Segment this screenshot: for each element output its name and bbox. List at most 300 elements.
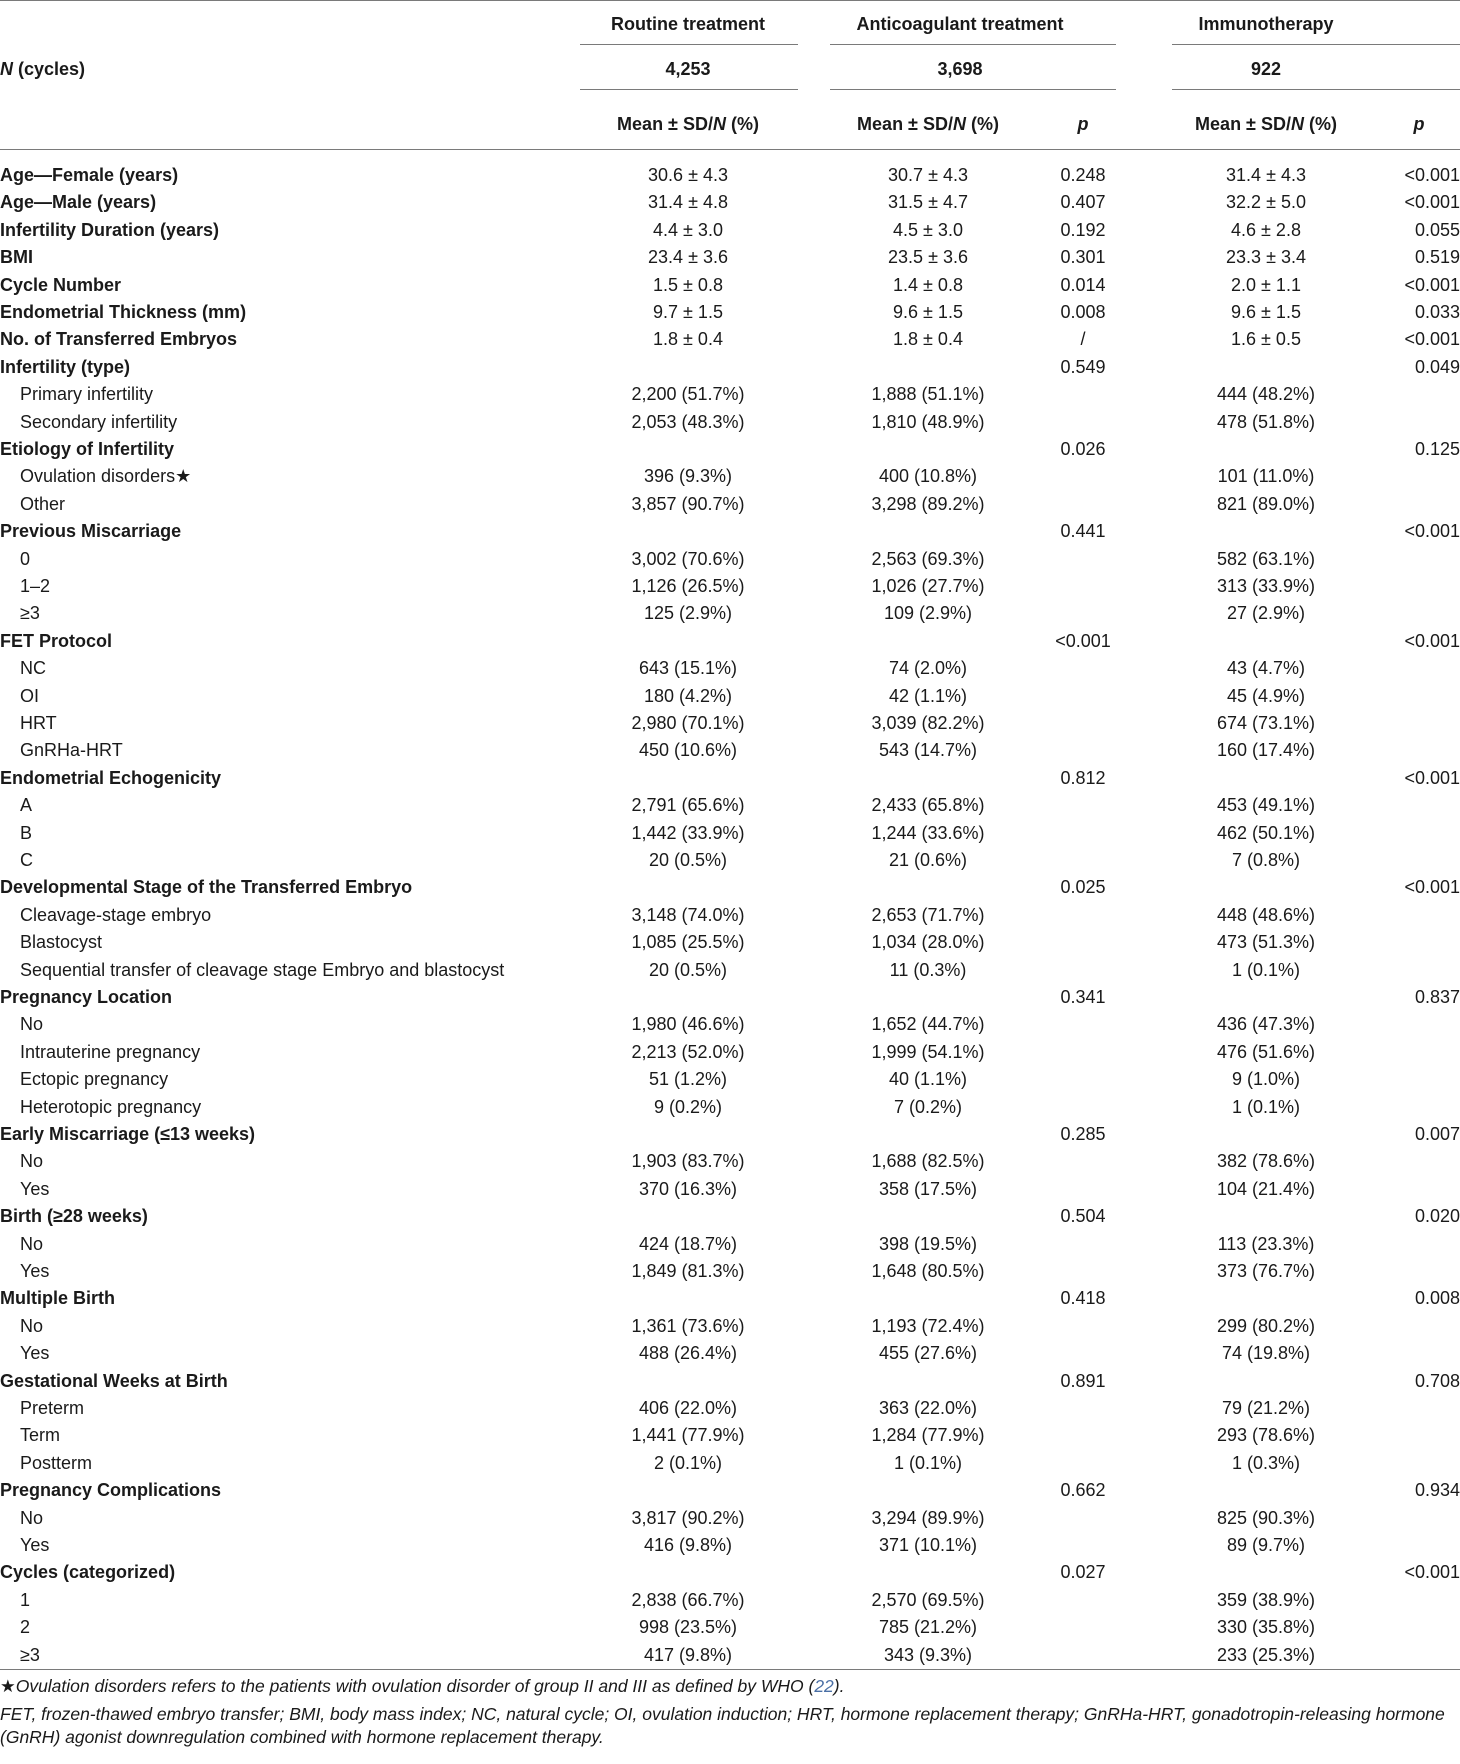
table-row xyxy=(0,957,1460,984)
cell-routine: 2 (0.1%) xyxy=(653,1452,723,1473)
cell-immunotherapy: 79 (21.2%) xyxy=(1221,1398,1311,1418)
row-label: No xyxy=(20,1233,44,1254)
row-label: A xyxy=(20,795,33,816)
cell-anticoagulant: 31.5 ± 4.7 xyxy=(888,192,968,213)
cell-routine: 643 (15.1%) xyxy=(638,658,738,679)
cell-immunotherapy: 9 (1.0%) xyxy=(1231,1069,1301,1090)
row-label: FET Protocol xyxy=(0,630,112,651)
row-label: Intrauterine pregnancy xyxy=(20,1041,201,1062)
table-section-row xyxy=(0,436,1460,463)
cell-immunotherapy: 476 (51.6%) xyxy=(1216,1041,1316,1062)
cell-anticoagulant-p: 0.025 xyxy=(1060,877,1106,898)
table-row xyxy=(0,655,1460,682)
cell-anticoagulant: 40 (1.1%) xyxy=(888,1069,968,1090)
cell-immunotherapy-p: 0.519 xyxy=(1414,247,1460,268)
cell-immunotherapy-p: 0.125 xyxy=(1414,439,1460,459)
cell-anticoagulant-p: 0.418 xyxy=(1060,1288,1106,1309)
cell-anticoagulant: 42 (1.1%) xyxy=(888,685,968,706)
row-label: Endometrial Echogenicity xyxy=(0,767,222,788)
n-rule-immunotherapy xyxy=(1172,89,1460,90)
n-rule-anticoagulant xyxy=(830,89,1116,90)
cell-immunotherapy: 821 (89.0%) xyxy=(1216,493,1316,514)
header-routine: Routine treatment xyxy=(610,14,765,34)
header-anticoagulant: Anticoagulant treatment xyxy=(856,14,1064,34)
cell-anticoagulant-p: <0.001 xyxy=(1055,630,1111,651)
cell-routine: 417 (9.8%) xyxy=(643,1644,733,1665)
cell-routine: 1,126 (26.5%) xyxy=(631,576,745,596)
cell-anticoagulant: 1,648 (80.5%) xyxy=(871,1261,985,1281)
row-label: Cleavage-stage embryo xyxy=(20,904,212,925)
cell-immunotherapy-p: <0.001 xyxy=(1404,630,1460,651)
cell-anticoagulant: 1,652 (44.7%) xyxy=(871,1014,985,1035)
cell-immunotherapy: 2.0 ± 1.1 xyxy=(1231,274,1301,295)
cell-immunotherapy: 31.4 ± 4.3 xyxy=(1226,165,1306,185)
cell-immunotherapy-p: 0.033 xyxy=(1414,302,1460,322)
table-row xyxy=(0,683,1460,710)
footnote-abbreviations: FET, frozen-thawed embryo transfer; BMI, body mass index; NC, natural cycle; OI, ovulation induction; HRT, hormone replacement therapy; GnRHa-HRT, gonadotropin-releasing hormone (GnRH) agonist downregulation combined with hormone replacement therapy. xyxy=(0,1704,1445,1747)
cell-anticoagulant-p: 0.441 xyxy=(1060,521,1106,542)
table-row xyxy=(0,381,1460,408)
table-row xyxy=(0,491,1460,518)
cell-immunotherapy: 436 (47.3%) xyxy=(1216,1014,1316,1035)
table-row xyxy=(0,1532,1460,1559)
cell-immunotherapy-p: 0.020 xyxy=(1414,1206,1460,1227)
cell-anticoagulant-p: 0.662 xyxy=(1060,1480,1106,1501)
table-section-row xyxy=(0,984,1460,1011)
n-cycles-label: N (cycles) xyxy=(0,59,86,79)
table-row xyxy=(0,573,1460,600)
cell-immunotherapy-p: <0.001 xyxy=(1404,329,1460,350)
table-row xyxy=(0,1340,1460,1367)
cell-routine: 23.4 ± 3.6 xyxy=(648,247,728,268)
table-section-row xyxy=(0,765,1460,792)
table-row xyxy=(0,1094,1460,1121)
row-label: 2 xyxy=(20,1617,31,1638)
table-row xyxy=(0,463,1460,490)
row-label: No xyxy=(20,1014,44,1035)
table-row xyxy=(0,1642,1460,1669)
table-row xyxy=(0,1039,1460,1066)
table-row xyxy=(0,600,1460,627)
p-header-anticoagulant: p xyxy=(1077,114,1089,134)
cell-routine: 416 (9.8%) xyxy=(643,1535,733,1555)
header-rule-immunotherapy xyxy=(1172,44,1460,45)
cell-anticoagulant-p: 0.026 xyxy=(1060,439,1106,459)
cell-immunotherapy-p: <0.001 xyxy=(1404,767,1460,788)
cell-immunotherapy-p: 0.708 xyxy=(1414,1370,1460,1391)
row-label: NC xyxy=(20,658,46,679)
cell-immunotherapy: 825 (90.3%) xyxy=(1216,1507,1316,1528)
table-row xyxy=(0,1614,1460,1641)
table-row xyxy=(0,1231,1460,1258)
cell-immunotherapy-p: <0.001 xyxy=(1404,877,1460,898)
table-section-row xyxy=(0,217,1460,244)
row-label: Early Miscarriage (≤13 weeks) xyxy=(0,1124,256,1144)
row-label: BMI xyxy=(0,247,33,268)
table-section-row xyxy=(0,1285,1460,1312)
table-row xyxy=(0,710,1460,737)
cell-immunotherapy: 1 (0.3%) xyxy=(1231,1452,1301,1473)
row-label: Gestational Weeks at Birth xyxy=(0,1370,228,1391)
table-row xyxy=(0,409,1460,436)
table-section-row xyxy=(0,1368,1460,1395)
table-row xyxy=(0,1313,1460,1340)
cell-immunotherapy: 462 (50.1%) xyxy=(1216,822,1316,843)
n-rule-routine xyxy=(580,89,798,90)
cell-immunotherapy: 74 (19.8%) xyxy=(1221,1343,1311,1364)
footnote-ovulation: ★Ovulation disorders refers to the patients with ovulation disorder of group II and III as defined by WHO (22). xyxy=(0,1676,845,1696)
cell-immunotherapy: 582 (63.1%) xyxy=(1216,548,1316,569)
row-label: GnRHa-HRT xyxy=(20,740,123,761)
cell-immunotherapy: 43 (4.7%) xyxy=(1226,658,1306,679)
table-section-row xyxy=(0,189,1460,216)
cell-routine: 3,148 (74.0%) xyxy=(631,904,745,925)
cell-anticoagulant: 3,294 (89.9%) xyxy=(871,1507,985,1528)
table-section-row xyxy=(0,1203,1460,1230)
cell-anticoagulant: 1,888 (51.1%) xyxy=(871,384,985,405)
table-row xyxy=(0,546,1460,573)
cell-anticoagulant-p: 0.285 xyxy=(1060,1124,1106,1144)
cell-routine: 9.7 ± 1.5 xyxy=(653,302,723,322)
row-label: Developmental Stage of the Transferred Embryo xyxy=(0,877,413,898)
table-section-row xyxy=(0,244,1460,271)
table-section-row xyxy=(0,326,1460,353)
row-label: Age—Female (years) xyxy=(0,165,179,185)
table-section-row xyxy=(0,299,1460,326)
row-label: Infertility (type) xyxy=(0,356,131,377)
cell-anticoagulant: 1.4 ± 0.8 xyxy=(893,274,963,295)
cell-immunotherapy: 9.6 ± 1.5 xyxy=(1231,302,1301,322)
cell-anticoagulant-p: 0.341 xyxy=(1060,987,1106,1007)
cell-anticoagulant-p: 0.301 xyxy=(1060,247,1106,268)
cell-routine: 1,441 (77.9%) xyxy=(631,1425,745,1446)
cell-routine: 31.4 ± 4.8 xyxy=(648,192,728,213)
row-label: Cycles (categorized) xyxy=(0,1562,176,1583)
row-label: Ectopic pregnancy xyxy=(20,1069,169,1090)
table-row xyxy=(0,1422,1460,1449)
cell-immunotherapy: 299 (80.2%) xyxy=(1216,1315,1316,1336)
table-row xyxy=(0,1176,1460,1203)
cell-immunotherapy: 104 (21.4%) xyxy=(1216,1178,1316,1199)
cell-routine: 1,849 (81.3%) xyxy=(631,1261,745,1281)
cell-anticoagulant: 2,570 (69.5%) xyxy=(871,1589,985,1610)
row-label: No xyxy=(20,1507,44,1528)
row-label: Ovulation disorders★ xyxy=(20,466,192,487)
cell-anticoagulant: 1 (0.1%) xyxy=(893,1452,963,1473)
cell-routine: 2,200 (51.7%) xyxy=(631,384,745,405)
cell-anticoagulant-p: 0.407 xyxy=(1060,192,1106,213)
cell-anticoagulant: 11 (0.3%) xyxy=(889,959,967,980)
cell-routine: 2,838 (66.7%) xyxy=(631,1589,745,1610)
table-row xyxy=(0,1505,1460,1532)
cell-immunotherapy: 1 (0.1%) xyxy=(1231,959,1301,980)
row-label: Term xyxy=(20,1425,60,1446)
row-label: No xyxy=(20,1315,44,1336)
cell-routine: 9 (0.2%) xyxy=(653,1096,723,1117)
cell-routine: 4.4 ± 3.0 xyxy=(653,219,723,240)
cell-immunotherapy: 373 (76.7%) xyxy=(1216,1261,1316,1281)
cell-immunotherapy: 113 (23.3%) xyxy=(1217,1233,1315,1254)
cell-immunotherapy: 293 (78.6%) xyxy=(1216,1425,1316,1446)
table-row xyxy=(0,929,1460,956)
header-rule-routine xyxy=(580,44,798,45)
row-label: 1 xyxy=(20,1589,31,1610)
table-section-row xyxy=(0,518,1460,545)
cell-anticoagulant-p: 0.192 xyxy=(1060,219,1106,240)
row-label: Yes xyxy=(20,1178,50,1199)
cell-anticoagulant: 1,026 (27.7%) xyxy=(871,576,985,596)
row-label: ≥3 xyxy=(20,1644,40,1665)
table-row xyxy=(0,1258,1460,1285)
cell-immunotherapy: 330 (35.8%) xyxy=(1216,1617,1316,1638)
cell-immunotherapy: 89 (9.7%) xyxy=(1226,1535,1306,1555)
cell-immunotherapy: 32.2 ± 5.0 xyxy=(1226,192,1306,213)
cell-routine: 2,980 (70.1%) xyxy=(631,713,745,733)
cell-immunotherapy: 473 (51.3%) xyxy=(1216,932,1316,953)
cell-anticoagulant: 543 (14.7%) xyxy=(878,740,978,761)
cell-immunotherapy: 23.3 ± 3.4 xyxy=(1226,247,1306,268)
cell-anticoagulant: 74 (2.0%) xyxy=(888,658,968,679)
n-immunotherapy: 922 xyxy=(1250,59,1282,79)
cell-routine: 3,002 (70.6%) xyxy=(631,548,745,569)
stat-header-immunotherapy: Mean ± SD/N (%) xyxy=(1195,114,1337,134)
cell-anticoagulant-p: 0.812 xyxy=(1060,767,1106,788)
n-anticoagulant: 3,698 xyxy=(937,59,983,79)
cell-routine: 998 (23.5%) xyxy=(638,1617,738,1638)
row-label: No xyxy=(20,1151,44,1172)
cell-anticoagulant-p: 0.504 xyxy=(1060,1206,1106,1227)
cell-routine: 3,817 (90.2%) xyxy=(631,1507,745,1528)
cell-anticoagulant: 363 (22.0%) xyxy=(878,1398,978,1418)
cell-immunotherapy-p: <0.001 xyxy=(1404,165,1460,185)
cell-anticoagulant: 23.5 ± 3.6 xyxy=(888,247,968,268)
cell-immunotherapy: 359 (38.9%) xyxy=(1216,1589,1316,1610)
cell-anticoagulant-p: 0.008 xyxy=(1060,302,1106,322)
table-section-row xyxy=(0,874,1460,901)
cell-routine: 180 (4.2%) xyxy=(643,685,733,706)
cell-anticoagulant: 2,433 (65.8%) xyxy=(871,795,985,816)
cell-immunotherapy: 160 (17.4%) xyxy=(1216,740,1316,761)
cell-immunotherapy: 7 (0.8%) xyxy=(1231,850,1301,870)
table-row xyxy=(0,847,1460,874)
cell-immunotherapy: 1.6 ± 0.5 xyxy=(1231,329,1301,350)
cell-routine: 20 (0.5%) xyxy=(648,850,728,870)
cell-anticoagulant: 3,298 (89.2%) xyxy=(871,493,985,514)
cell-routine: 370 (16.3%) xyxy=(638,1178,738,1199)
row-label: Yes xyxy=(20,1535,50,1555)
row-label: Cycle Number xyxy=(0,274,122,295)
table-row xyxy=(0,1395,1460,1422)
table-row xyxy=(0,1148,1460,1175)
cell-anticoagulant: 371 (10.1%) xyxy=(878,1535,978,1555)
row-label: Infertility Duration (years) xyxy=(0,219,220,240)
row-label: Yes xyxy=(20,1261,50,1281)
row-label: Heterotopic pregnancy xyxy=(20,1096,202,1117)
cell-immunotherapy: 45 (4.9%) xyxy=(1226,685,1306,706)
cell-immunotherapy-p: 0.049 xyxy=(1414,356,1460,377)
cell-anticoagulant: 785 (21.2%) xyxy=(878,1617,978,1638)
row-label: Secondary infertility xyxy=(20,411,178,432)
cell-immunotherapy-p: 0.055 xyxy=(1414,219,1460,240)
table-top-rule xyxy=(0,0,1460,1)
cell-anticoagulant: 3,039 (82.2%) xyxy=(871,713,985,733)
row-label: Yes xyxy=(20,1343,50,1364)
stat-header-anticoagulant: Mean ± SD/N (%) xyxy=(857,114,999,134)
cell-routine: 20 (0.5%) xyxy=(648,959,728,980)
cell-anticoagulant: 7 (0.2%) xyxy=(893,1096,963,1117)
cell-immunotherapy: 101 (11.0%) xyxy=(1217,466,1315,487)
cell-immunotherapy-p: <0.001 xyxy=(1404,521,1460,542)
row-label: Pregnancy Location xyxy=(0,987,173,1007)
cell-routine: 2,213 (52.0%) xyxy=(631,1041,745,1062)
cell-routine: 1.5 ± 0.8 xyxy=(653,274,723,295)
table-row xyxy=(0,1066,1460,1093)
cell-anticoagulant: 400 (10.8%) xyxy=(878,466,978,487)
stat-header-routine: Mean ± SD/N (%) xyxy=(617,114,759,134)
cell-anticoagulant-p: 0.027 xyxy=(1060,1562,1106,1583)
row-label: OI xyxy=(20,685,40,706)
cell-anticoagulant: 1,810 (48.9%) xyxy=(871,411,985,432)
cell-routine: 3,857 (90.7%) xyxy=(631,493,745,514)
row-label: B xyxy=(20,822,33,843)
cell-routine: 125 (2.9%) xyxy=(643,603,733,624)
cell-anticoagulant: 343 (9.3%) xyxy=(883,1644,973,1665)
cell-anticoagulant: 1,244 (33.6%) xyxy=(871,822,985,843)
table-row xyxy=(0,1011,1460,1038)
row-label: Pregnancy Complications xyxy=(0,1480,222,1501)
cell-routine: 1.8 ± 0.4 xyxy=(653,329,723,350)
cell-routine: 1,442 (33.9%) xyxy=(631,822,745,843)
table-row xyxy=(0,1450,1460,1477)
cell-immunotherapy: 448 (48.6%) xyxy=(1216,904,1316,925)
cell-routine: 396 (9.3%) xyxy=(643,466,733,487)
cell-immunotherapy-p: 0.837 xyxy=(1414,987,1460,1007)
row-label: Multiple Birth xyxy=(0,1288,115,1309)
table-section-row xyxy=(0,354,1460,381)
cell-anticoagulant: 398 (19.5%) xyxy=(878,1233,978,1254)
row-label: Age—Male (years) xyxy=(0,192,157,213)
cell-immunotherapy-p: 0.007 xyxy=(1414,1124,1460,1144)
cell-immunotherapy: 478 (51.8%) xyxy=(1216,411,1316,432)
cell-routine: 450 (10.6%) xyxy=(638,740,738,761)
cell-immunotherapy: 4.6 ± 2.8 xyxy=(1231,219,1301,240)
cell-anticoagulant-p: 0.248 xyxy=(1060,165,1106,185)
cell-routine: 1,361 (73.6%) xyxy=(631,1315,745,1336)
row-label: Birth (≥28 weeks) xyxy=(0,1206,148,1227)
cell-routine: 424 (18.7%) xyxy=(638,1233,738,1254)
table-section-row xyxy=(0,162,1460,189)
cell-immunotherapy-p: <0.001 xyxy=(1404,274,1460,295)
table-row xyxy=(0,737,1460,764)
table-bottom-rule xyxy=(0,1669,1460,1670)
row-label: 1–2 xyxy=(20,576,51,596)
row-label: Previous Miscarriage xyxy=(0,521,182,542)
table-section-row xyxy=(0,1121,1460,1148)
cell-anticoagulant: 2,563 (69.3%) xyxy=(871,548,985,569)
cell-immunotherapy: 382 (78.6%) xyxy=(1216,1151,1316,1172)
table-row xyxy=(0,1587,1460,1614)
row-label: No. of Transferred Embryos xyxy=(0,329,238,350)
row-label: C xyxy=(20,850,33,870)
cell-immunotherapy-p: <0.001 xyxy=(1404,192,1460,213)
row-label: Blastocyst xyxy=(20,932,103,953)
table-row xyxy=(0,902,1460,929)
cell-routine: 406 (22.0%) xyxy=(638,1398,738,1418)
row-label: Other xyxy=(20,493,66,514)
table-section-row xyxy=(0,1477,1460,1504)
cell-routine: 51 (1.2%) xyxy=(648,1069,728,1090)
cell-anticoagulant: 1,193 (72.4%) xyxy=(871,1315,985,1336)
table-section-row xyxy=(0,272,1460,299)
reference-link[interactable]: 22 xyxy=(814,1676,834,1696)
cell-anticoagulant: 455 (27.6%) xyxy=(878,1343,978,1364)
header-immunotherapy: Immunotherapy xyxy=(1198,14,1334,34)
cell-anticoagulant: 109 (2.9%) xyxy=(883,603,973,624)
cell-anticoagulant: 1,284 (77.9%) xyxy=(871,1425,985,1446)
cell-anticoagulant-p: 0.891 xyxy=(1060,1370,1106,1391)
cell-immunotherapy: 444 (48.2%) xyxy=(1216,384,1316,405)
cell-anticoagulant: 1,034 (28.0%) xyxy=(871,932,985,953)
table-section-row xyxy=(0,1559,1460,1586)
cell-anticoagulant: 358 (17.5%) xyxy=(878,1178,978,1199)
cell-immunotherapy: 233 (25.3%) xyxy=(1216,1644,1316,1665)
n-routine: 4,253 xyxy=(665,59,711,79)
row-label: Postterm xyxy=(20,1452,93,1473)
cell-routine: 1,903 (83.7%) xyxy=(631,1151,745,1172)
cell-anticoagulant-p: 0.549 xyxy=(1060,356,1106,377)
p-header-immunotherapy: p xyxy=(1413,114,1425,134)
cell-immunotherapy: 27 (2.9%) xyxy=(1226,603,1306,624)
row-label: Preterm xyxy=(20,1398,85,1418)
table-row xyxy=(0,792,1460,819)
cell-anticoagulant: 1.8 ± 0.4 xyxy=(893,329,963,350)
row-label: ≥3 xyxy=(20,603,40,624)
cell-immunotherapy: 674 (73.1%) xyxy=(1216,713,1316,733)
cell-anticoagulant: 1,999 (54.1%) xyxy=(871,1041,985,1062)
cell-anticoagulant: 21 (0.6%) xyxy=(888,850,968,870)
cell-anticoagulant: 2,653 (71.7%) xyxy=(871,904,985,925)
cell-immunotherapy: 1 (0.1%) xyxy=(1231,1096,1301,1117)
cell-anticoagulant: 1,688 (82.5%) xyxy=(871,1151,985,1172)
header-rule-anticoagulant xyxy=(830,44,1116,45)
cell-immunotherapy: 453 (49.1%) xyxy=(1216,795,1316,816)
cell-routine: 2,053 (48.3%) xyxy=(631,411,745,432)
cell-immunotherapy-p: <0.001 xyxy=(1404,1562,1460,1583)
cell-anticoagulant-p: 0.014 xyxy=(1060,274,1106,295)
cell-immunotherapy-p: 0.008 xyxy=(1414,1288,1460,1309)
table-row xyxy=(0,820,1460,847)
cell-routine: 1,085 (25.5%) xyxy=(631,932,745,953)
cell-anticoagulant: 9.6 ± 1.5 xyxy=(893,302,963,322)
cell-anticoagulant: 30.7 ± 4.3 xyxy=(888,165,968,185)
row-label: Endometrial Thickness (mm) xyxy=(0,302,247,322)
row-label: Etiology of Infertility xyxy=(0,439,174,459)
cell-routine: 1,980 (46.6%) xyxy=(631,1014,745,1035)
cell-anticoagulant: 4.5 ± 3.0 xyxy=(893,219,963,240)
cell-routine: 488 (26.4%) xyxy=(638,1343,738,1364)
row-label: Sequential transfer of cleavage stage Embryo and blastocyst xyxy=(20,959,505,980)
cell-anticoagulant-p: / xyxy=(1080,329,1086,350)
cell-immunotherapy-p: 0.934 xyxy=(1414,1480,1460,1501)
cell-routine: 2,791 (65.6%) xyxy=(631,795,745,816)
cell-immunotherapy: 313 (33.9%) xyxy=(1216,576,1316,596)
cell-routine: 30.6 ± 4.3 xyxy=(648,165,728,185)
row-label: HRT xyxy=(20,713,57,733)
row-label: 0 xyxy=(20,548,31,569)
header-bottom-rule xyxy=(0,149,1460,150)
row-label: Primary infertility xyxy=(20,384,154,405)
table-section-row xyxy=(0,628,1460,655)
